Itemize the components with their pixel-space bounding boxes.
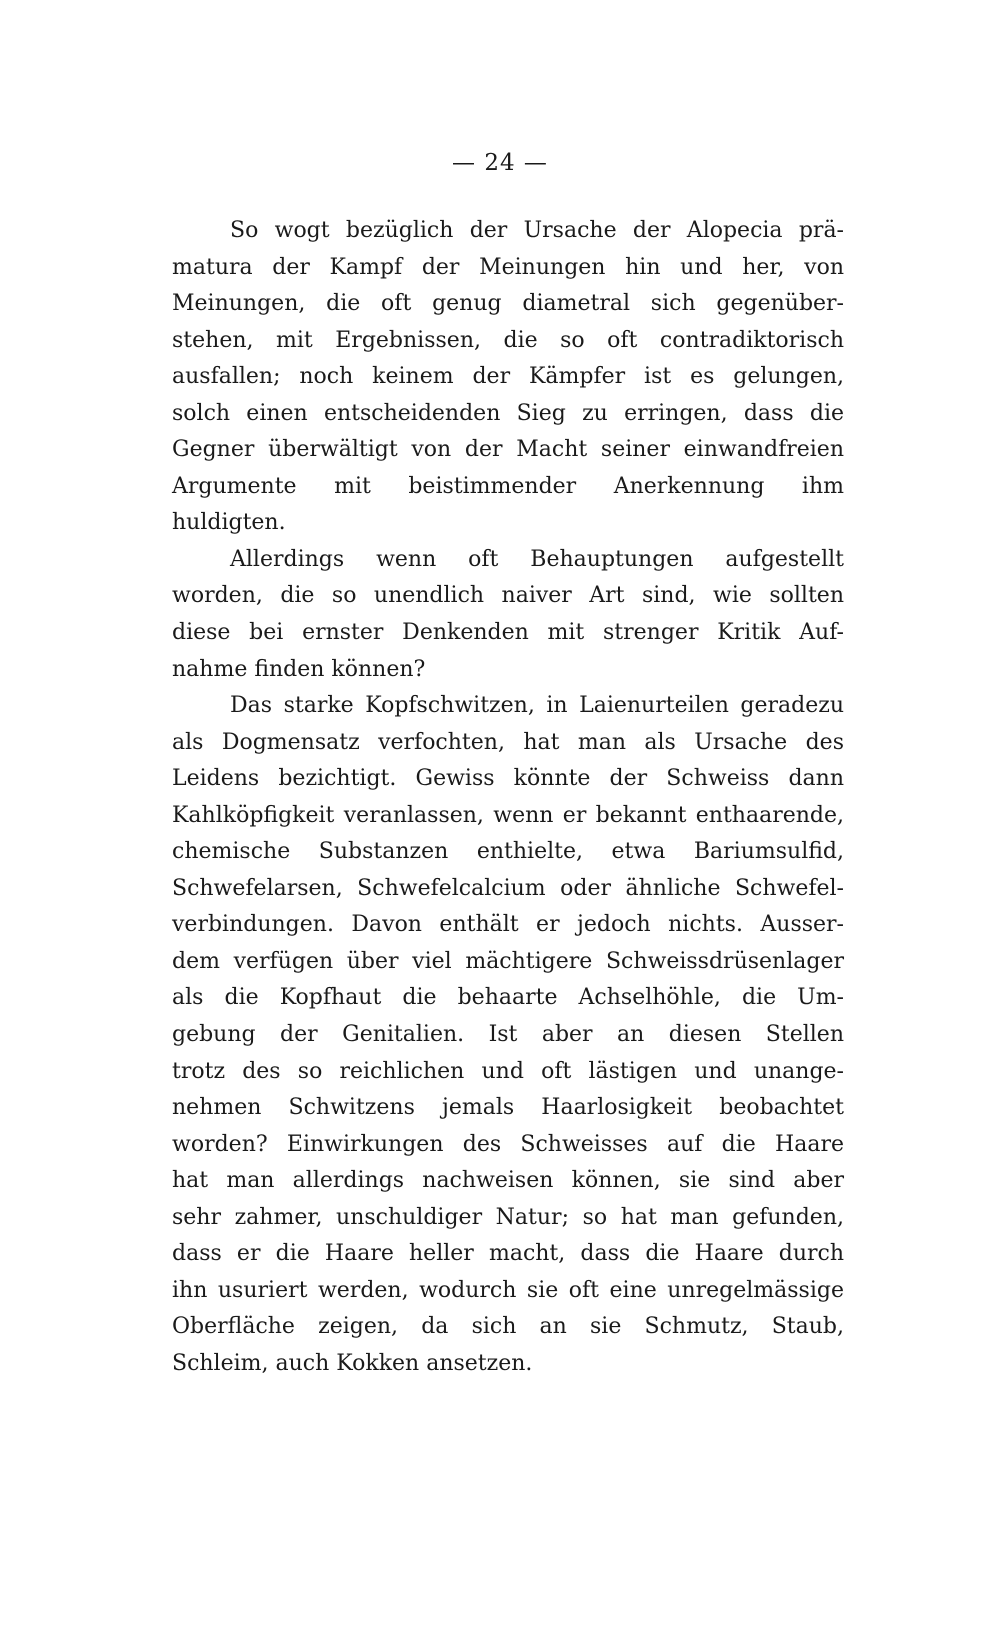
text-line: sehr zahmer, unschuldiger Natur; so hat man gefunden, xyxy=(172,1204,844,1230)
text-line: Schleim, auch Kokken ansetzen. xyxy=(172,1350,533,1376)
page-number: — 24 — xyxy=(452,150,548,176)
text-line: als Dogmensatz verfochten, hat man als Ursache des xyxy=(172,729,844,755)
text-line: worden, die so unendlich naiver Art sind, wie sollten xyxy=(172,583,844,609)
text-line: nahme finden können? xyxy=(172,656,426,682)
text-line: dem verfügen über viel mächtigere Schweissdrüsenlager xyxy=(172,948,844,974)
text-line: Argumente mit beistimmender Anerkennung ihm xyxy=(172,473,844,499)
text-line: trotz des so reichlichen und oft lästigen und unange- xyxy=(172,1058,844,1084)
text-line: Schwefelarsen, Schwefelcalcium oder ähnliche Schwefel- xyxy=(172,875,844,901)
text-line: verbindungen. Davon enthält er jedoch nichts. Ausser- xyxy=(172,912,844,938)
text-line: Meinungen, die oft genug diametral sich gegenüber- xyxy=(172,291,844,317)
text-line: Allerdings wenn oft Behauptungen aufgestellt xyxy=(230,546,844,572)
text-line: diese bei ernster Denkenden mit strenger Kritik Auf- xyxy=(172,620,844,646)
text-line: huldigten. xyxy=(172,510,286,536)
text-line: Leidens bezichtigt. Gewiss könnte der Schweiss dann xyxy=(172,766,844,792)
text-line: solch einen entscheidenden Sieg zu erringen, dass die xyxy=(172,400,844,426)
text-line: Das starke Kopfschwitzen, in Laienurteilen geradezu xyxy=(230,693,844,719)
text-line: ausfallen; noch keinem der Kämpfer ist es gelungen, xyxy=(172,364,844,390)
text-line: So wogt bezüglich der Ursache der Alopecia prä- xyxy=(230,218,844,243)
text-line: matura der Kampf der Meinungen hin und her, von xyxy=(172,254,844,280)
text-line: Kahlköpfigkeit veranlassen, wenn er bekannt enthaarende, xyxy=(172,802,844,828)
text-line: ihn usuriert werden, wodurch sie oft eine unregelmässige xyxy=(172,1277,844,1303)
text-line: nehmen Schwitzens jemals Haarlosigkeit beobachtet xyxy=(172,1095,844,1121)
text-line: Gegner überwältigt von der Macht seiner einwandfreien xyxy=(172,437,844,463)
text-line: hat man allerdings nachweisen können, sie sind aber xyxy=(172,1168,844,1194)
text-line: Oberfläche zeigen, da sich an sie Schmutz, Staub, xyxy=(172,1314,844,1340)
text-line: worden? Einwirkungen des Schweisses auf die Haare xyxy=(172,1131,844,1157)
body-text xyxy=(172,213,844,1383)
text-line: gebung der Genitalien. Ist aber an diesen Stellen xyxy=(172,1022,844,1048)
text-line: als die Kopfhaut die behaarte Achselhöhle, die Um- xyxy=(172,985,844,1011)
text-line: stehen, mit Ergebnissen, die so oft contradiktorisch xyxy=(172,327,844,353)
text-line: dass er die Haare heller macht, dass die Haare durch xyxy=(172,1241,844,1267)
text-line: chemische Substanzen enthielte, etwa Bariumsulfid, xyxy=(172,839,844,865)
